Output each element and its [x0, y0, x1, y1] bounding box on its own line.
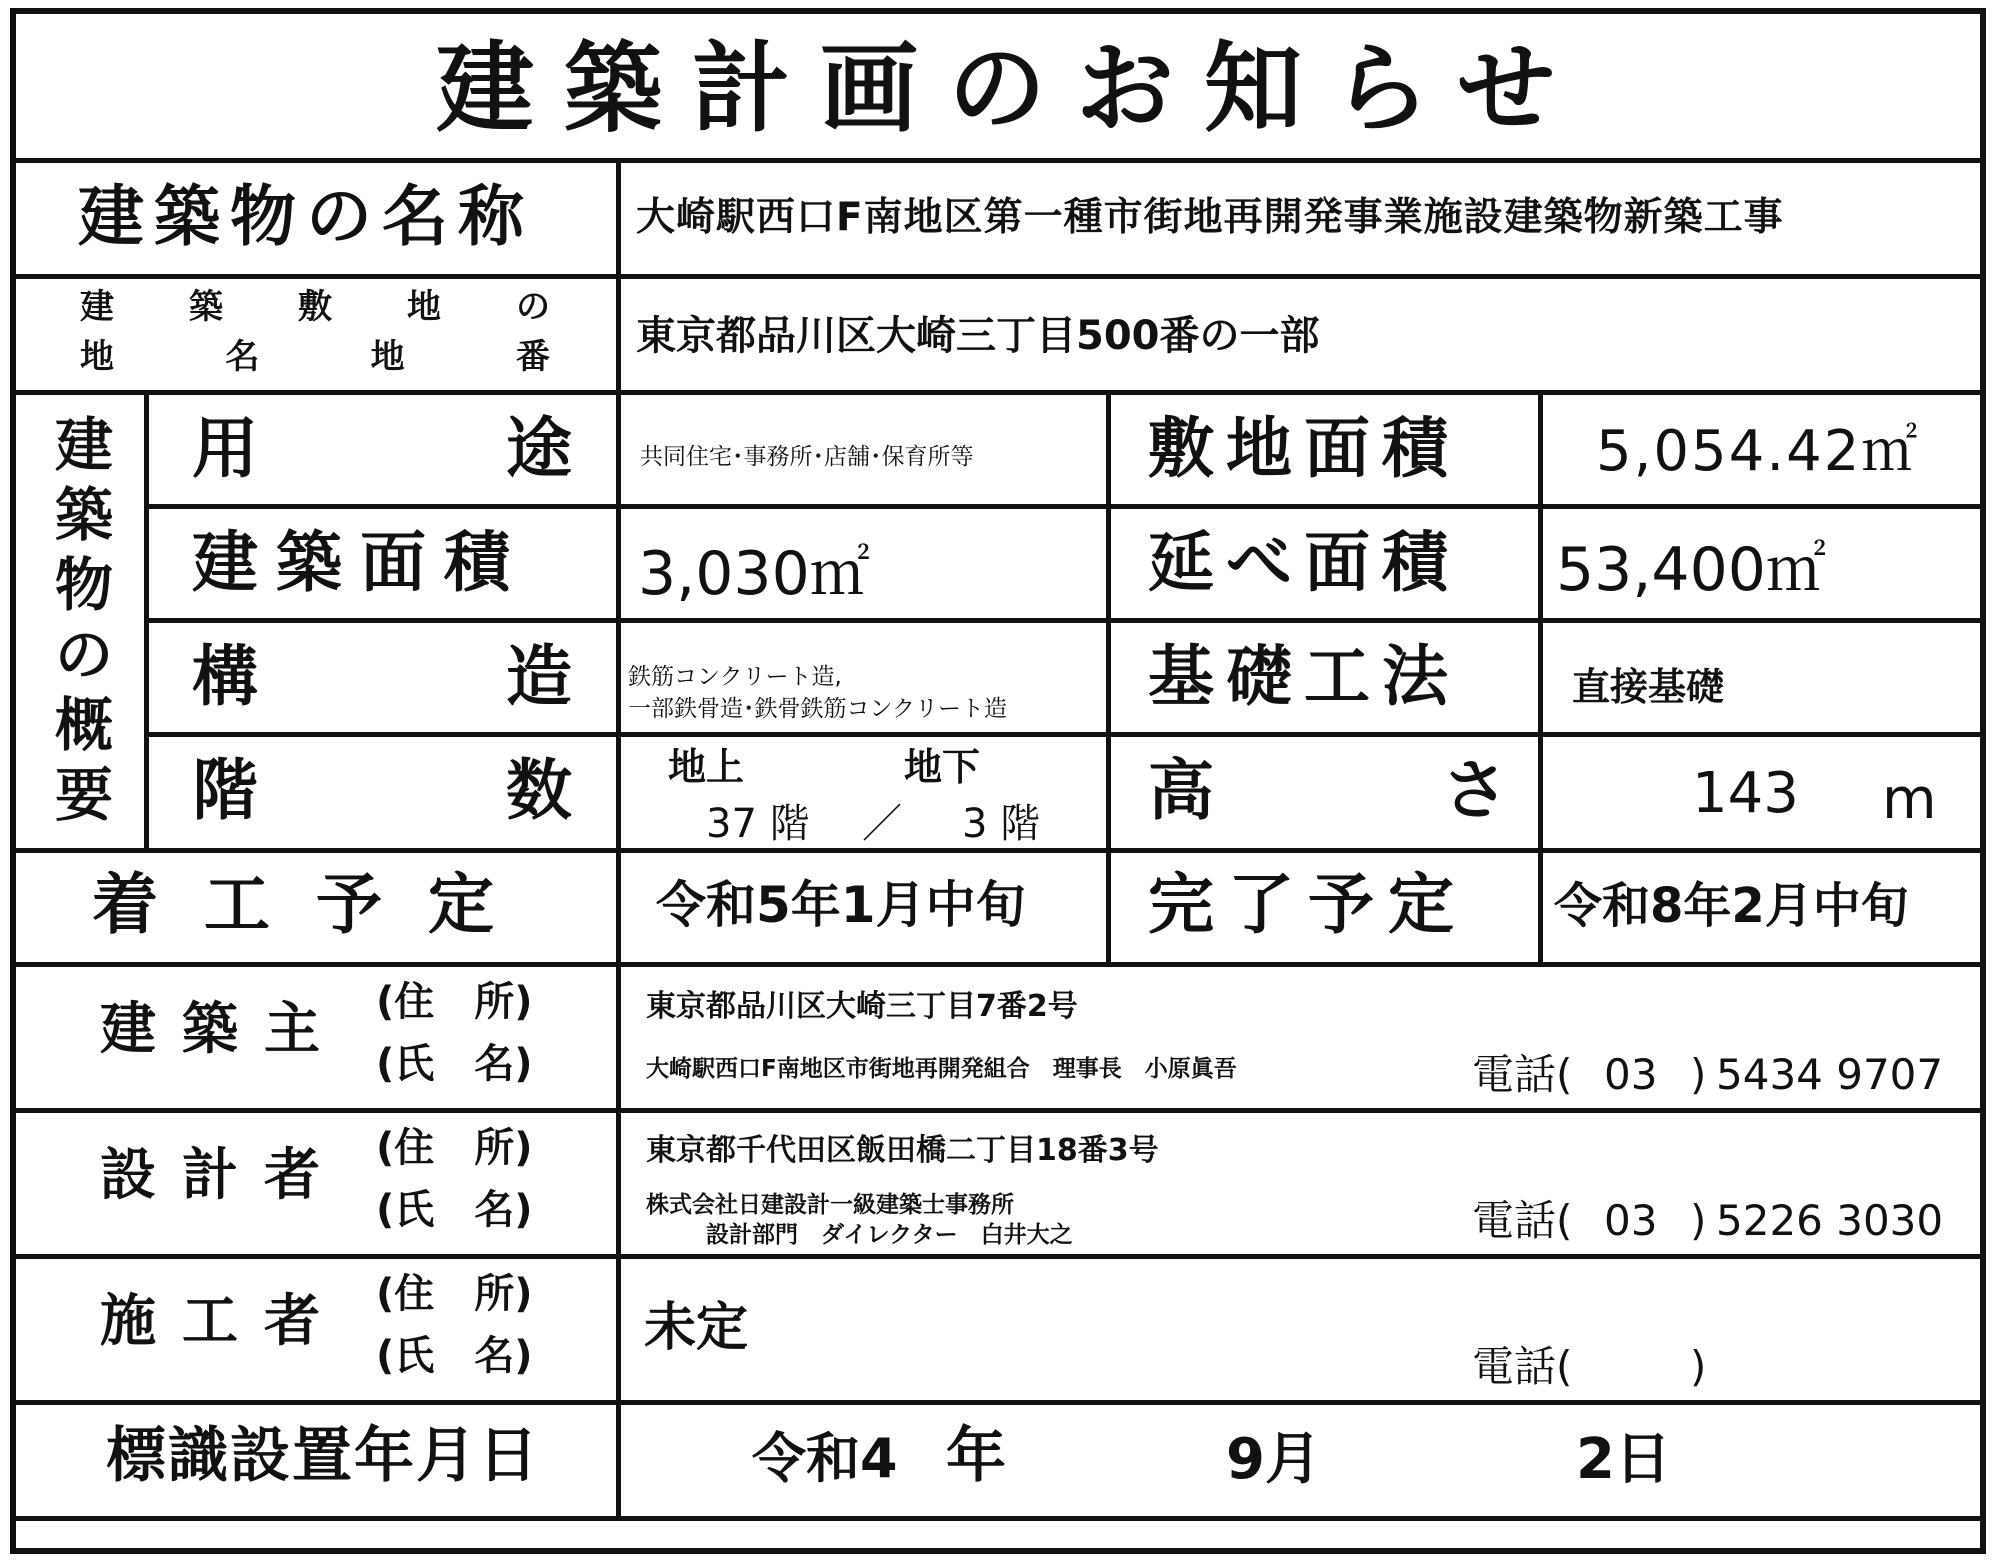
site-value: 東京都品川区大崎三丁目500番の一部 — [636, 313, 1320, 359]
contractor-name-label: (氏 名) — [376, 1333, 533, 1379]
use-label: 用 途 — [192, 410, 572, 487]
site-area-value: 5,054.42㎡ — [1596, 419, 1920, 484]
rule — [1106, 390, 1111, 966]
foundation-value: 直接基礎 — [1572, 665, 1725, 709]
rule — [16, 962, 1980, 967]
total-floor-area-label: 延べ面積 — [1148, 524, 1460, 601]
designer-tel-number: 5226 3030 — [1716, 1196, 1944, 1245]
building-area-value: 3,030㎡ — [638, 539, 870, 609]
rule — [144, 390, 149, 852]
rule — [16, 1108, 1980, 1113]
rule — [616, 158, 621, 1520]
total-floor-area-value: 53,400㎡ — [1556, 535, 1826, 605]
floors-above-value: 37 階 — [706, 801, 810, 847]
building-plan-sign — [10, 8, 1986, 1554]
posted-day: 2日 — [1576, 1427, 1671, 1492]
designer-address-label: (住 所) — [376, 1125, 533, 1171]
designer-name-line1: 株式会社日建設計一級建築士事務所 — [646, 1192, 1014, 1218]
use-value: 共同住宅･事務所･店舗･保育所等 — [640, 444, 974, 470]
sign-title: 建築計画のお知らせ — [436, 32, 1586, 146]
height-value: 143 — [1692, 761, 1799, 826]
rule — [144, 732, 1980, 737]
owner-tel-close: ) — [1690, 1050, 1707, 1099]
posted-month: 9月 — [1226, 1427, 1321, 1492]
structure-label: 構 造 — [192, 638, 572, 715]
floors-below-label: 地下 — [904, 745, 981, 789]
owner-label: 建築主 — [100, 997, 346, 1062]
rule — [144, 504, 1980, 509]
completion-value: 令和8年2月中旬 — [1554, 878, 1909, 934]
site-area-label: 敷地面積 — [1148, 410, 1460, 487]
building-area-label: 建築面積 — [192, 524, 528, 601]
owner-address: 東京都品川区大崎三丁目7番2号 — [646, 989, 1078, 1024]
contractor-value: 未定 — [644, 1298, 749, 1358]
rule — [16, 390, 1980, 395]
completion-label: 完了予定 — [1148, 866, 1468, 943]
building-name-label: 建築物の名称 — [78, 178, 534, 255]
foundation-label: 基礎工法 — [1148, 638, 1460, 715]
height-unit: m — [1882, 767, 1937, 832]
designer-address: 東京都千代田区飯田橋二丁目18番3号 — [646, 1133, 1159, 1168]
rule — [16, 1400, 1980, 1405]
height-label: 高 さ — [1148, 752, 1508, 829]
designer-tel-close: ) — [1690, 1196, 1707, 1245]
contractor-label: 施工者 — [100, 1289, 346, 1354]
start-value: 令和5年1月中旬 — [656, 876, 1026, 934]
owner-name: 大崎駅西口F南地区市街地再開発組合 理事長 小原眞吾 — [646, 1056, 1237, 1082]
owner-name-label: (氏 名) — [376, 1041, 533, 1087]
overview-group-label: 建 築 物 の 概 要 — [54, 411, 113, 829]
designer-label: 設計者 — [100, 1143, 346, 1208]
rule — [16, 274, 1980, 279]
contractor-tel-close: ) — [1690, 1342, 1707, 1391]
owner-tel-area: 03 — [1604, 1050, 1658, 1099]
rule — [144, 618, 1980, 623]
floors-separator: ／ — [862, 801, 902, 847]
floors-below-value: 3 階 — [962, 801, 1041, 847]
designer-name-label: (氏 名) — [376, 1187, 533, 1233]
rule — [16, 1516, 1980, 1521]
building-name-value: 大崎駅西口F南地区第一種市街地再開発事業施設建築物新築工事 — [636, 195, 1784, 240]
designer-name-line2: 設計部門 ダイレクター 白井大之 — [706, 1222, 1073, 1248]
start-label: 着工予定 — [92, 866, 540, 943]
owner-address-label: (住 所) — [376, 979, 533, 1025]
structure-value-line2: 一部鉄骨造･鉄骨鉄筋コンクリート造 — [628, 696, 1008, 722]
rule — [16, 158, 1980, 163]
floors-above-label: 地上 — [668, 745, 745, 789]
owner-tel-label: 電話( — [1472, 1050, 1573, 1099]
owner-tel-number: 5434 9707 — [1716, 1050, 1944, 1099]
contractor-address-label: (住 所) — [376, 1271, 533, 1317]
posted-era-year: 令和4 — [752, 1427, 898, 1490]
rule — [16, 848, 1980, 853]
rule — [1538, 390, 1543, 966]
posted-date-label: 標識設置年月日 — [106, 1421, 540, 1491]
posted-year-unit: 年 — [946, 1421, 1006, 1491]
designer-tel-area: 03 — [1604, 1196, 1658, 1245]
designer-tel-label: 電話( — [1472, 1196, 1573, 1245]
structure-value-line1: 鉄筋コンクリート造, — [628, 664, 842, 690]
site-label-line1: 建 築 敷 地 の — [80, 287, 550, 327]
floors-label: 階 数 — [192, 752, 572, 829]
rule — [16, 1254, 1980, 1259]
contractor-tel-label: 電話( — [1472, 1342, 1573, 1391]
site-label-line2: 地 名 地 番 — [80, 337, 550, 377]
